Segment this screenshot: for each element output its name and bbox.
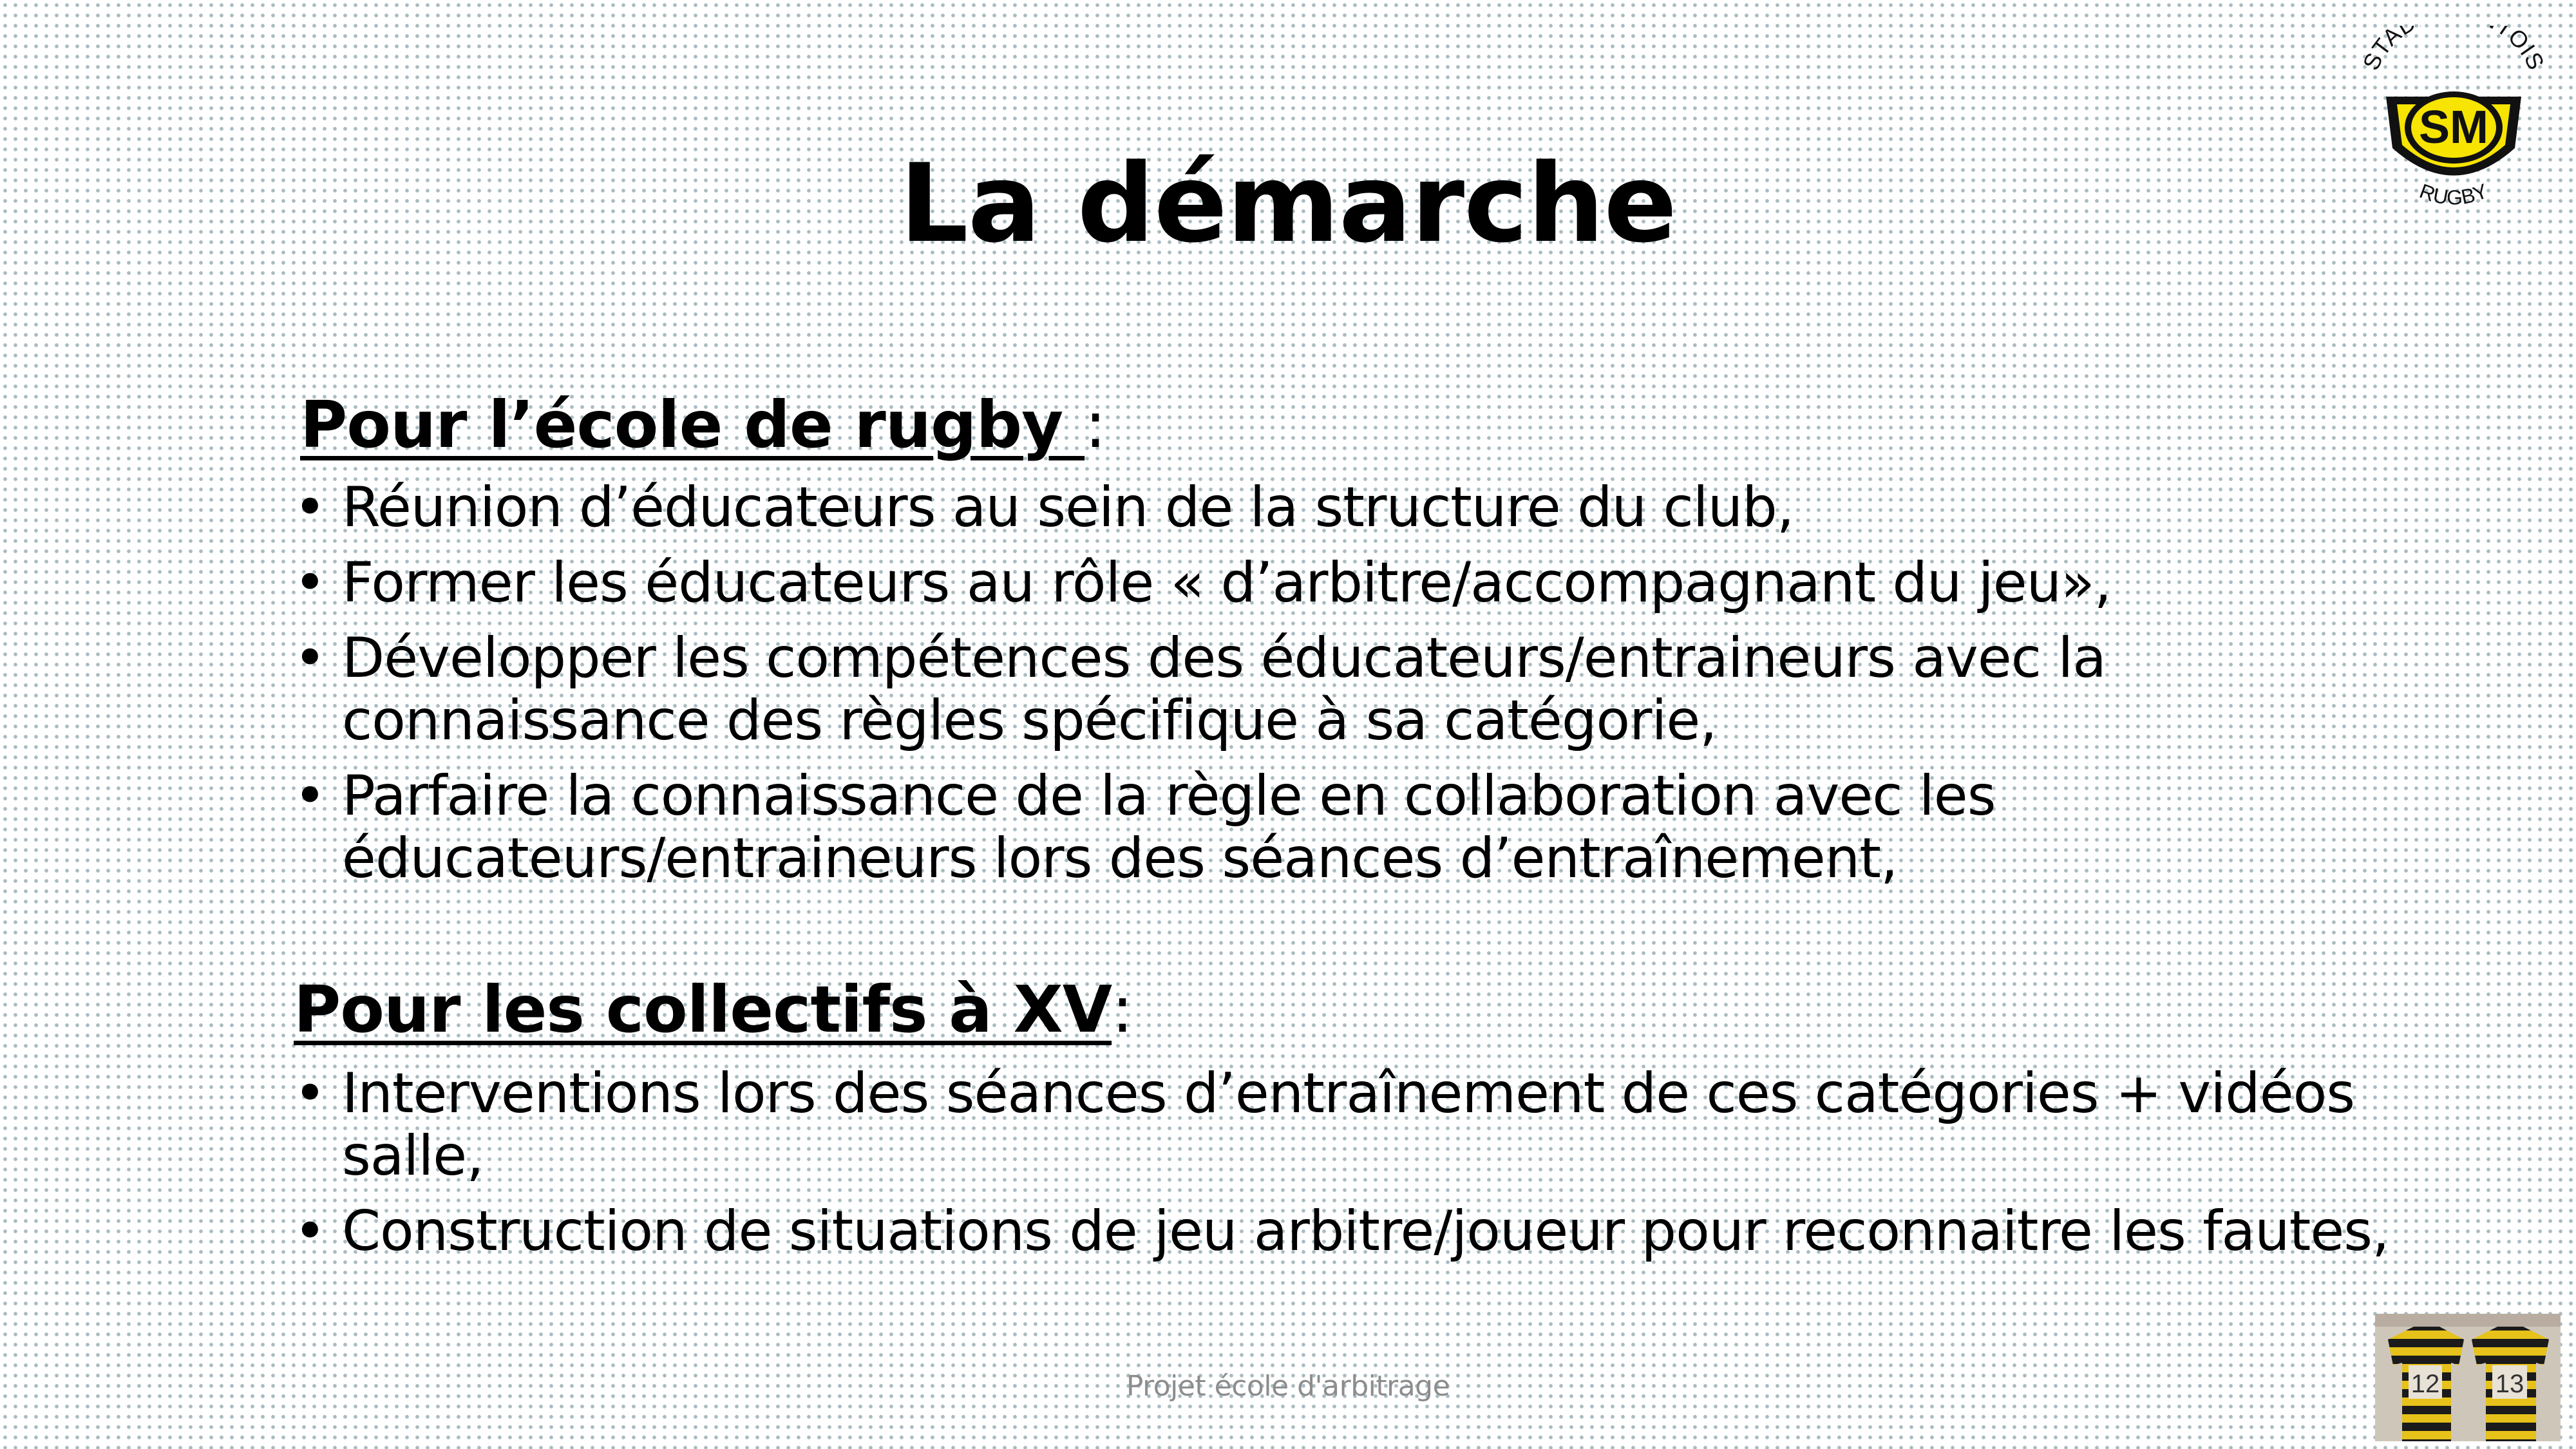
rugby-jerseys-photo bbox=[2375, 1314, 2561, 1441]
list-item-text: Réunion d’éducateurs au sein de la structure du club, bbox=[342, 475, 1794, 540]
list-item bbox=[294, 765, 2419, 890]
stade-montois-rugby-logo-icon bbox=[2357, 26, 2550, 219]
section-heading-ecole-de-rugby bbox=[300, 387, 1106, 462]
svg-text:RUGBY: RUGBY bbox=[2416, 179, 2491, 209]
stade-montois-rugby-logo bbox=[2357, 26, 2550, 219]
list-item bbox=[294, 477, 2419, 539]
bullet-point: • bbox=[294, 475, 326, 540]
heading-ecole-label: Pour l’école de rugby bbox=[300, 387, 1085, 462]
bullet-point: • bbox=[294, 1061, 326, 1126]
list-item bbox=[294, 552, 2419, 614]
slide-title: La démarche bbox=[899, 140, 1677, 267]
list-item-text: Interventions lors des séances d’entraînement de ces catégories + vidéos salle, bbox=[342, 1061, 2355, 1188]
svg-text:SM: SM bbox=[2419, 102, 2488, 153]
bullet-point: • bbox=[294, 551, 326, 615]
ecole-de-rugby-list bbox=[294, 477, 2419, 903]
heading-collectifs-colon: : bbox=[1112, 972, 1133, 1047]
section-heading-collectifs-a-xv bbox=[294, 972, 1133, 1047]
bullet-point: • bbox=[294, 1199, 326, 1264]
heading-ecole-colon: : bbox=[1084, 387, 1106, 462]
slide-footer: Projet école d'arbitrage bbox=[1126, 1370, 1450, 1403]
rugby-jerseys-icon bbox=[2375, 1314, 2561, 1441]
list-item bbox=[294, 1063, 2419, 1188]
list-item-text: Parfaire la connaissance de la règle en collaboration avec les éducateurs/entraineurs lors des séances d’entraînement, bbox=[342, 764, 1996, 891]
list-item-text: Construction de situations de jeu arbitre/joueur pour reconnaitre les fautes, bbox=[342, 1199, 2389, 1264]
list-item bbox=[294, 627, 2419, 752]
bullet-point: • bbox=[294, 764, 326, 828]
svg-text:12: 12 bbox=[2410, 1370, 2440, 1398]
svg-text:STADE MONTOIS: STA TOIS bbox=[2357, 26, 2550, 75]
list-item-text: Former les éducateurs au rôle « d’arbitre/accompagnant du jeu», bbox=[342, 551, 2112, 615]
collectifs-a-xv-list bbox=[294, 1063, 2419, 1276]
heading-collectifs-label: Pour les collectifs à XV bbox=[294, 972, 1112, 1047]
list-item bbox=[294, 1200, 2419, 1263]
list-item-text: Développer les compétences des éducateurs/entraineurs avec la connaissance des règles spécifique à sa catégorie, bbox=[342, 626, 2106, 753]
svg-text:13: 13 bbox=[2495, 1370, 2524, 1398]
bullet-point: • bbox=[294, 626, 326, 690]
